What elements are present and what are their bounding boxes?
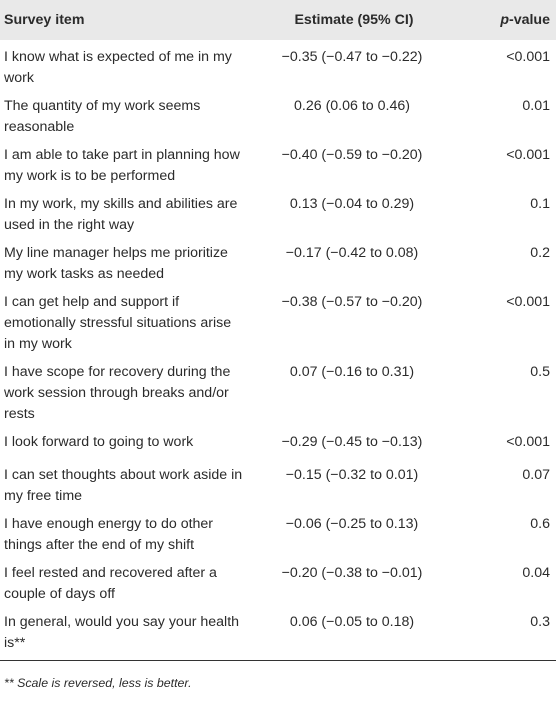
cell-p-value: 0.1 bbox=[530, 196, 550, 212]
cell-estimate: 0.07 (−0.16 to 0.31) bbox=[289, 364, 415, 380]
cell-item: I look forward to going to work bbox=[4, 434, 194, 450]
cell-estimate: −0.38 (−0.57 to −0.20) bbox=[281, 294, 423, 310]
table-row bbox=[0, 89, 556, 138]
cell-item: I can get help and support if emotionally stressful situations arise in my work bbox=[4, 294, 232, 352]
cell-item: I feel rested and recovered after a couple of days off bbox=[4, 565, 217, 602]
cell-item: In my work, my skills and abilities are used in the right way bbox=[4, 196, 238, 233]
table-row bbox=[0, 138, 556, 187]
cell-estimate: 0.06 (−0.05 to 0.18) bbox=[244, 605, 460, 661]
cell-item: I have scope for recovery during the work session through breaks and/or rests bbox=[4, 364, 231, 422]
cell-estimate: −0.40 (−0.59 to −0.20) bbox=[281, 147, 423, 163]
header-survey-item: Survey item bbox=[4, 11, 85, 28]
cell-p-value: 0.5 bbox=[530, 364, 550, 380]
table-row bbox=[0, 355, 556, 425]
header-p-value bbox=[460, 0, 556, 40]
cell-p-value: 0.2 bbox=[530, 245, 550, 261]
cell-p-value: 0.6 bbox=[530, 516, 550, 532]
cell-item: I am able to take part in planning how my work is to be performed bbox=[4, 147, 240, 184]
cell-p-value: 0.04 bbox=[522, 565, 550, 581]
cell-item: I have enough energy to do other things after the end of my shift bbox=[4, 516, 214, 553]
table-row bbox=[0, 236, 556, 285]
table-row bbox=[0, 40, 556, 89]
table-body bbox=[0, 40, 556, 661]
table-header bbox=[0, 0, 556, 40]
cell-estimate: −0.15 (−0.32 to 0.01) bbox=[285, 467, 419, 483]
cell-item: In general, would you say your health is** bbox=[0, 605, 244, 661]
table-row bbox=[0, 605, 556, 661]
table-row bbox=[0, 285, 556, 355]
cell-estimate: −0.29 (−0.45 to −0.13) bbox=[281, 434, 423, 450]
table-row bbox=[0, 425, 556, 458]
cell-p-value: <0.001 bbox=[506, 147, 550, 163]
table-row bbox=[0, 556, 556, 605]
cell-estimate: 0.26 (0.06 to 0.46) bbox=[294, 98, 410, 114]
cell-item: My line manager helps me prioritize my work tasks as needed bbox=[4, 245, 228, 282]
cell-p-value: <0.001 bbox=[506, 294, 550, 310]
table-row bbox=[0, 507, 556, 556]
cell-p-value: 0.3 bbox=[460, 605, 556, 661]
cell-item: I know what is expected of me in my work bbox=[4, 49, 232, 86]
header-p-suffix: -value bbox=[508, 11, 550, 28]
table-row bbox=[0, 458, 556, 507]
cell-p-value: 0.07 bbox=[522, 467, 550, 483]
cell-item: I can set thoughts about work aside in my free time bbox=[4, 467, 243, 504]
cell-estimate: −0.17 (−0.42 to 0.08) bbox=[285, 245, 419, 261]
header-estimate: Estimate (95% CI) bbox=[294, 11, 414, 28]
cell-estimate: −0.35 (−0.47 to −0.22) bbox=[281, 49, 423, 65]
cell-estimate: −0.06 (−0.25 to 0.13) bbox=[285, 516, 419, 532]
cell-item: The quantity of my work seems reasonable bbox=[4, 98, 201, 135]
cell-p-value: <0.001 bbox=[506, 49, 550, 65]
header-row bbox=[0, 0, 556, 40]
table-footnote: ** Scale is reversed, less is better. bbox=[4, 676, 192, 690]
header-p-italic: p bbox=[500, 11, 509, 28]
cell-p-value: <0.001 bbox=[506, 434, 550, 450]
table-row bbox=[0, 187, 556, 236]
cell-p-value: 0.01 bbox=[522, 98, 550, 114]
cell-estimate: 0.13 (−0.04 to 0.29) bbox=[289, 196, 415, 212]
cell-estimate: −0.20 (−0.38 to −0.01) bbox=[281, 565, 423, 581]
